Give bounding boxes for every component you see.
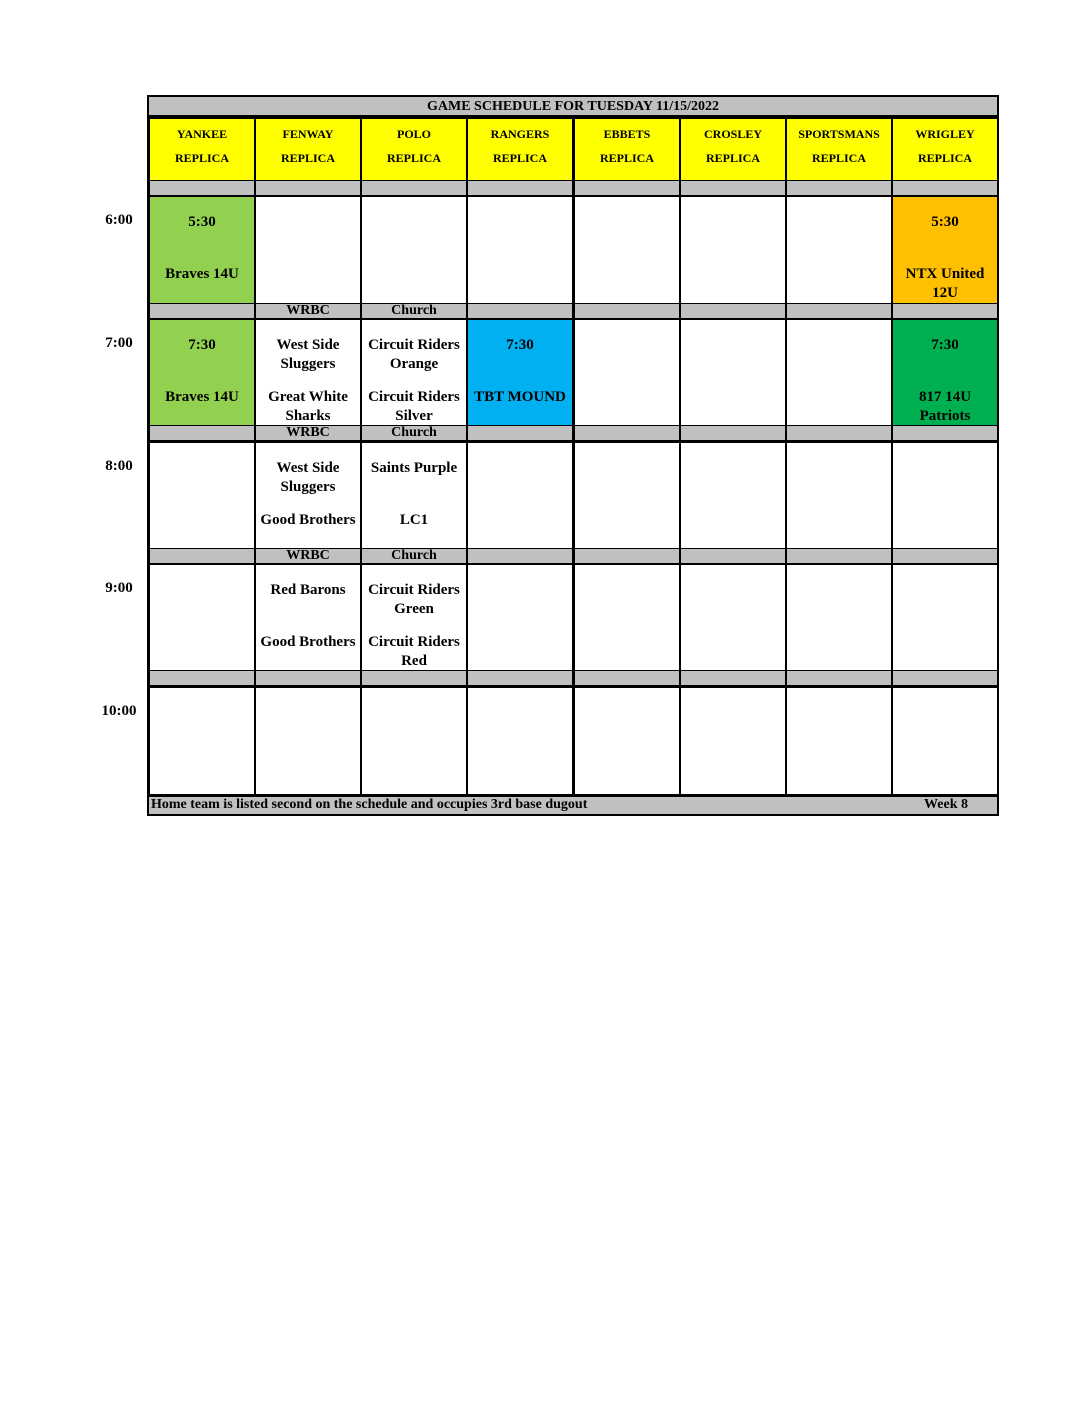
slot-separator [679,670,787,686]
field-header-rangers [466,117,574,182]
field-subtitle: REPLICA [174,151,229,165]
slot-separator [891,670,999,686]
field-header-ebbets [573,117,681,182]
game-slot-bottom: Circuit Riders Silver [368,389,460,424]
game-slot [785,441,893,551]
game-slot-top: West Side Sluggers [276,337,340,372]
schedule-footer [149,795,997,814]
slot-separator [466,670,574,686]
slot-separator [148,548,256,564]
time-label: 8:00 [105,458,133,474]
game-slot-bottom: Braves 14U [165,389,239,405]
game-slot [679,563,787,673]
time-label: 9:00 [105,580,133,596]
game-slot [360,318,468,428]
field-name: WRIGLEY [915,127,975,141]
game-slot-top: West Side Sluggers [276,460,340,495]
field-name: CROSLEY [703,127,762,141]
game-slot-top: 7:30 [506,337,534,353]
field-subtitle: REPLICA [599,151,654,165]
game-slot [466,441,574,551]
slot-separator [785,425,893,441]
game-slot [891,195,999,305]
game-slot [254,563,362,673]
field-header-sportsmans [785,117,893,182]
field-header-crosley [679,117,787,182]
game-slot-bottom: Circuit Riders Red [368,634,460,669]
field-subtitle: REPLICA [811,151,866,165]
game-slot [360,195,468,305]
slot-separator [573,180,681,196]
time-label: 7:00 [105,335,133,351]
game-slot [785,195,893,305]
game-slot-bottom: TBT MOUND [474,389,566,405]
slot-separator [573,670,681,686]
slot-separator [891,180,999,196]
game-slot [891,563,999,673]
slot-separator: Church [360,425,468,441]
game-slot [466,195,574,305]
game-slot [360,686,468,796]
field-subtitle: REPLICA [705,151,760,165]
game-slot [573,318,681,428]
slot-separator [148,303,256,319]
slot-separator [785,548,893,564]
game-slot [360,441,468,551]
game-slot-top: Circuit Riders Green [368,582,460,617]
slot-separator [360,670,468,686]
field-subtitle: REPLICA [492,151,547,165]
game-slot [679,441,787,551]
game-slot-bottom: NTX United 12U [905,266,985,301]
game-slot-bottom: Good Brothers [260,634,356,650]
slot-separator [679,425,787,441]
slot-separator: Church [360,548,468,564]
schedule-title: GAME SCHEDULE FOR TUESDAY 11/15/2022 [149,97,997,117]
game-slot [891,441,999,551]
game-slot [891,686,999,796]
game-slot [573,195,681,305]
game-slot [573,563,681,673]
game-slot [573,686,681,796]
field-header-wrigley [891,117,999,182]
slot-separator: WRBC [254,425,362,441]
game-slot-top: 5:30 [188,214,216,230]
game-slot [254,686,362,796]
slot-separator [148,180,256,196]
game-slot-top: 5:30 [931,214,959,230]
field-subtitle: REPLICA [280,151,335,165]
game-slot [785,318,893,428]
slot-separator [466,180,574,196]
game-slot-bottom: LC1 [399,512,429,528]
slot-separator [466,548,574,564]
slot-separator [466,425,574,441]
field-subtitle: REPLICA [386,151,441,165]
slot-separator [573,303,681,319]
game-slot [785,686,893,796]
game-slot-top: Saints Purple [370,460,458,476]
slot-separator [891,425,999,441]
field-header-yankee [148,117,256,182]
slot-separator [254,670,362,686]
game-slot [573,441,681,551]
game-slot [148,318,256,428]
field-name: FENWAY [282,127,334,141]
game-slot [679,318,787,428]
game-slot [679,195,787,305]
slot-separator [573,425,681,441]
field-name: POLO [396,127,431,141]
game-slot-bottom: Good Brothers [260,512,356,528]
game-slot-top: Red Barons [270,582,346,598]
slot-separator [360,180,468,196]
game-slot [466,563,574,673]
field-name: RANGERS [490,127,550,141]
slot-separator: Church [360,303,468,319]
slot-separator [679,180,787,196]
game-slot-bottom: 817 14U Patriots [918,389,972,424]
slot-separator [785,670,893,686]
game-slot-bottom: Great White Sharks [268,389,348,424]
footer-note: Home team is listed second on the schedule and occupies 3rd base dugout [151,797,588,812]
game-slot [785,563,893,673]
field-header-fenway [254,117,362,182]
time-label: 10:00 [101,703,137,719]
game-slot [148,195,256,305]
slot-separator: WRBC [254,303,362,319]
game-slot-top: 7:30 [931,337,959,353]
field-subtitle: REPLICA [917,151,972,165]
time-label: 6:00 [105,212,133,228]
game-slot [466,318,574,428]
game-slot [466,686,574,796]
game-slot-bottom: Braves 14U [165,266,239,282]
slot-separator [785,303,893,319]
game-slot [148,563,256,673]
week-label: Week 8 [924,797,968,812]
slot-separator [679,548,787,564]
slot-separator: WRBC [254,548,362,564]
slot-separator [891,303,999,319]
game-slot-top: 7:30 [188,337,216,353]
game-slot [254,318,362,428]
game-slot [254,195,362,305]
slot-separator [148,670,256,686]
slot-separator [679,303,787,319]
slot-separator [785,180,893,196]
slot-separator [573,548,681,564]
game-slot [148,441,256,551]
field-name: YANKEE [176,127,228,141]
game-slot [148,686,256,796]
field-name: EBBETS [603,127,651,141]
field-name: SPORTSMANS [798,127,880,141]
game-slot-top: Circuit Riders Orange [368,337,460,372]
slot-separator [254,180,362,196]
slot-separator [466,303,574,319]
game-slot [679,686,787,796]
slot-separator [891,548,999,564]
game-slot [891,318,999,428]
field-header-polo [360,117,468,182]
game-slot [254,441,362,551]
slot-separator [148,425,256,441]
game-slot [360,563,468,673]
